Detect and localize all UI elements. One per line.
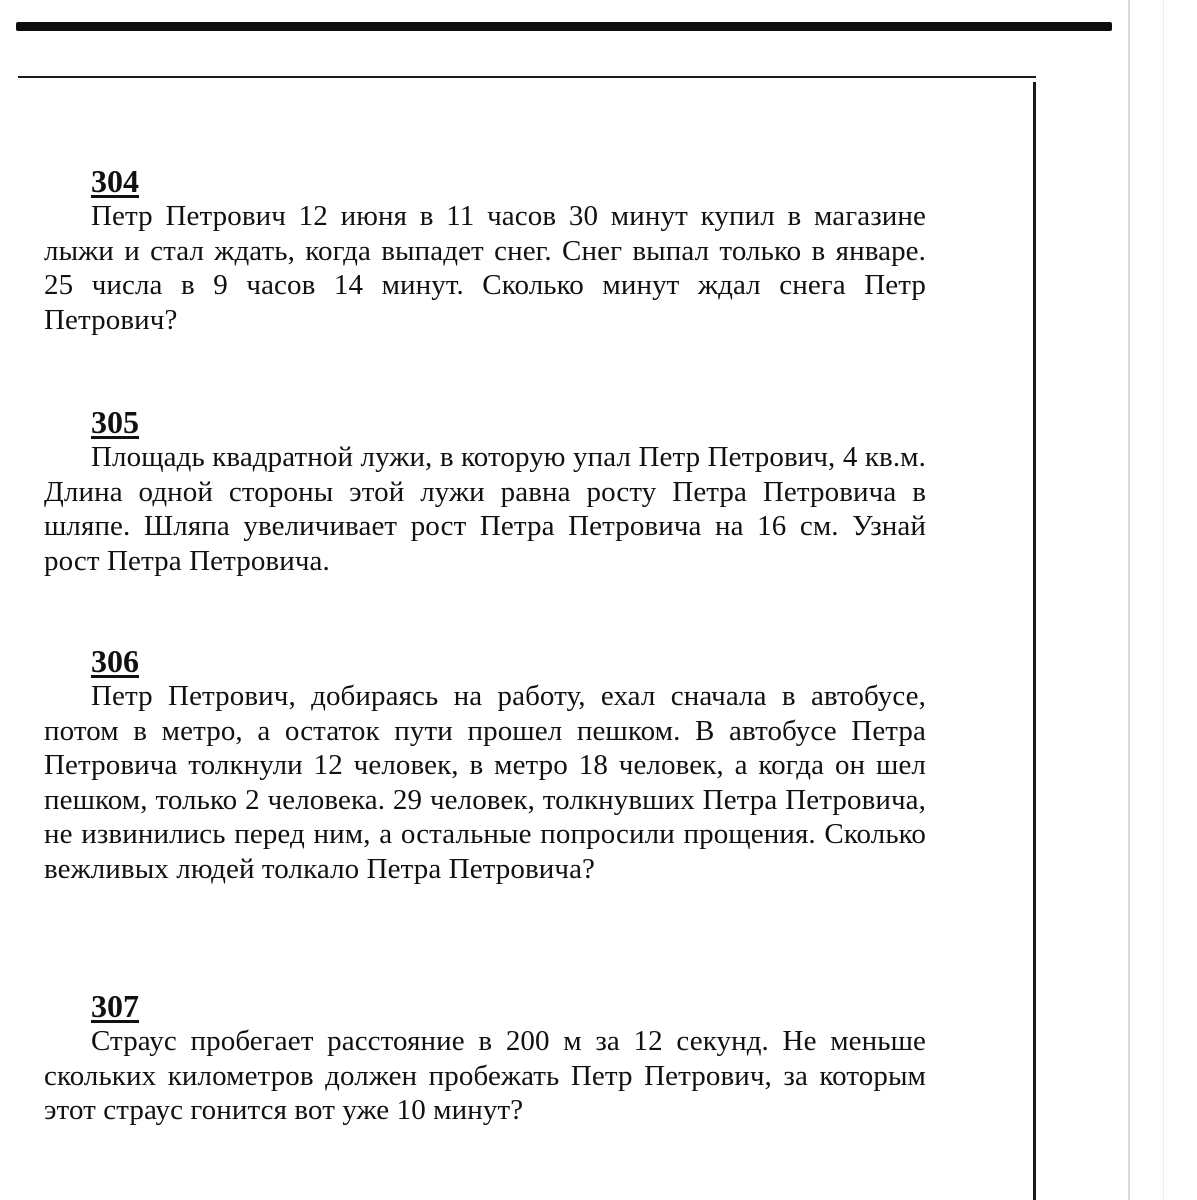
frame-top-border (18, 76, 1036, 78)
problem-text: Площадь квадратной лужи, в которую упал Петр Петрович, 4 кв.м. Длина одной стороны этой лужи равна росту Петра Петровича в шляпе. Шляпа увеличивает рост Петра Петровича на 16 см. Узнай рост Петра Петровича. (44, 441, 926, 577)
top-rule (16, 22, 1112, 31)
scan-edge-line-secondary (1163, 0, 1164, 1200)
problem-text: Петр Петрович, добираясь на работу, ехал сначала в автобусе, потом в метро, а остаток пути прошел пешком. В автобусе Петра Петровича толкнули 12 человек, в метро 18 человек, а когда он шел пешком, только 2 человека. 29 человек, толкнувших Петра Петровича, не извинились перед ним, а остальные попросили прощения. Сколько вежливых людей толкало Петра Петровича? (44, 680, 926, 885)
problem-304 (44, 163, 926, 337)
problem-number: 304 (91, 163, 139, 199)
scan-edge-line (1128, 0, 1130, 1200)
problem-number: 305 (91, 404, 139, 440)
problem-text: Страус пробегает расстояние в 200 м за 12 секунд. Не меньше скольких километров должен пробежать Петр Петрович, за которым этот страус гонится вот уже 10 минут? (44, 1025, 926, 1126)
problem-305 (44, 404, 926, 578)
problem-number: 306 (91, 643, 139, 679)
frame-right-border (1033, 82, 1036, 1200)
problem-306 (44, 643, 926, 886)
problem-text: Петр Петрович 12 июня в 11 часов 30 минут купил в магазине лыжи и стал ждать, когда выпадет снег. Снег выпал только в январе. 25 числа в 9 часов 14 минут. Сколько минут ждал снега Петр Петрович? (44, 200, 926, 336)
problem-307 (44, 988, 926, 1128)
problem-number: 307 (91, 988, 139, 1024)
